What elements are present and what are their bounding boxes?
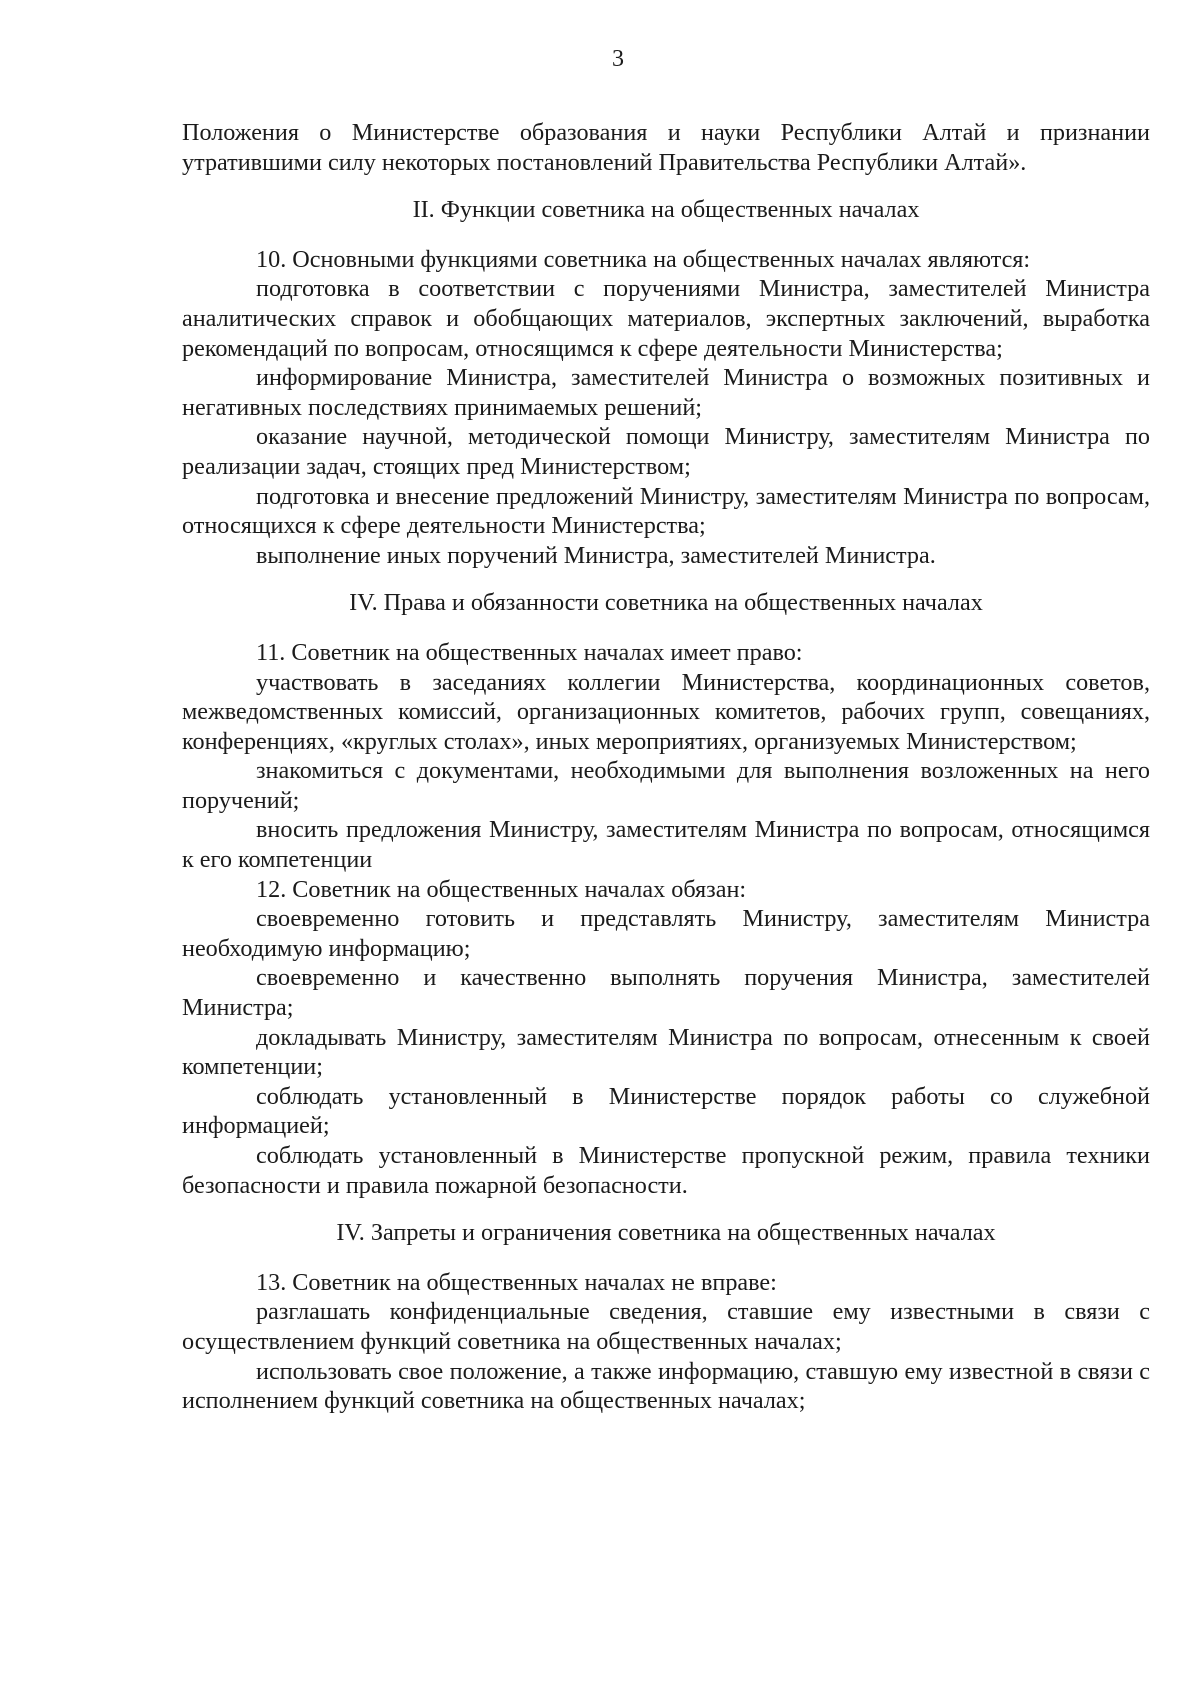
duty-item: своевременно и качественно выполнять поручения Министра, заместителей Министра; bbox=[182, 964, 1150, 1022]
duty-item: своевременно готовить и представлять Министру, заместителям Министра необходимую информацию; bbox=[182, 905, 1150, 962]
clause-12: 12. Советник на общественных началах обязан: bbox=[256, 875, 747, 903]
duty-item: соблюдать установленный в Министерстве порядок работы со служебной информацией; bbox=[182, 1082, 1150, 1140]
section-heading-restrictions: IV. Запреты и ограничения советника на общественных началах bbox=[336, 1219, 996, 1247]
function-item: выполнение иных поручений Министра, заместителей Министра. bbox=[256, 541, 936, 569]
duty-item: докладывать Министру, заместителям Министра по вопросам, отнесенным к своей компетенции; bbox=[182, 1023, 1150, 1081]
restriction-item: использовать свое положение, а также информацию, ставшую ему известной в связи с исполнением функций советника на общественных началах; bbox=[182, 1357, 1150, 1415]
intro-paragraph: Положения о Министерстве образования и науки Республики Алтай и признании утратившими силу некоторых постановлений Правительства Республики Алтай». bbox=[182, 119, 1150, 176]
function-item: оказание научной, методической помощи Министру, заместителям Министра по реализации задач, стоящих пред Министерством; bbox=[182, 423, 1150, 480]
document-body bbox=[182, 118, 1150, 1416]
section-heading-rights: IV. Права и обязанности советника на общественных началах bbox=[349, 589, 983, 617]
restriction-item: разглашать конфиденциальные сведения, ставшие ему известными в связи с осуществлением функций советника на общественных началах; bbox=[182, 1298, 1150, 1355]
clause-13: 13. Советник на общественных началах не вправе: bbox=[256, 1268, 777, 1296]
right-item: знакомиться с документами, необходимыми для выполнения возложенных на него поручений; bbox=[182, 757, 1150, 814]
right-item: вносить предложения Министру, заместителям Министра по вопросам, относящимся к его компетенции bbox=[182, 816, 1150, 874]
page-number: 3 bbox=[612, 46, 624, 72]
clause-10: 10. Основными функциями советника на общественных началах являются: bbox=[256, 245, 1031, 273]
section-heading-functions: II. Функции советника на общественных началах bbox=[412, 196, 920, 224]
function-item: подготовка и внесение предложений Министру, заместителям Министра по вопросам, относящихся к сфере деятельности Министерства; bbox=[182, 482, 1150, 540]
clause-11: 11. Советник на общественных началах имеет право: bbox=[256, 638, 803, 666]
function-item: информирование Министра, заместителей Министра о возможных позитивных и негативных последствиях принимаемых решений; bbox=[182, 364, 1150, 421]
duty-item: соблюдать установленный в Министерстве пропускной режим, правила техники безопасности и правила пожарной безопасности. bbox=[182, 1142, 1150, 1199]
function-item: подготовка в соответствии с поручениями Министра, заместителей Министра аналитических справок и обобщающих материалов, экспертных заключений, выработка рекомендаций по вопросам, относящимся к сфере деятельности Министерства; bbox=[182, 275, 1150, 362]
right-item: участвовать в заседаниях коллегии Министерства, координационных советов, межведомственных комиссий, организационных комитетов, рабочих групп, совещаниях, конференциях, «круглых столах», иных мероприятиях, организуемых Министерством; bbox=[182, 668, 1150, 755]
